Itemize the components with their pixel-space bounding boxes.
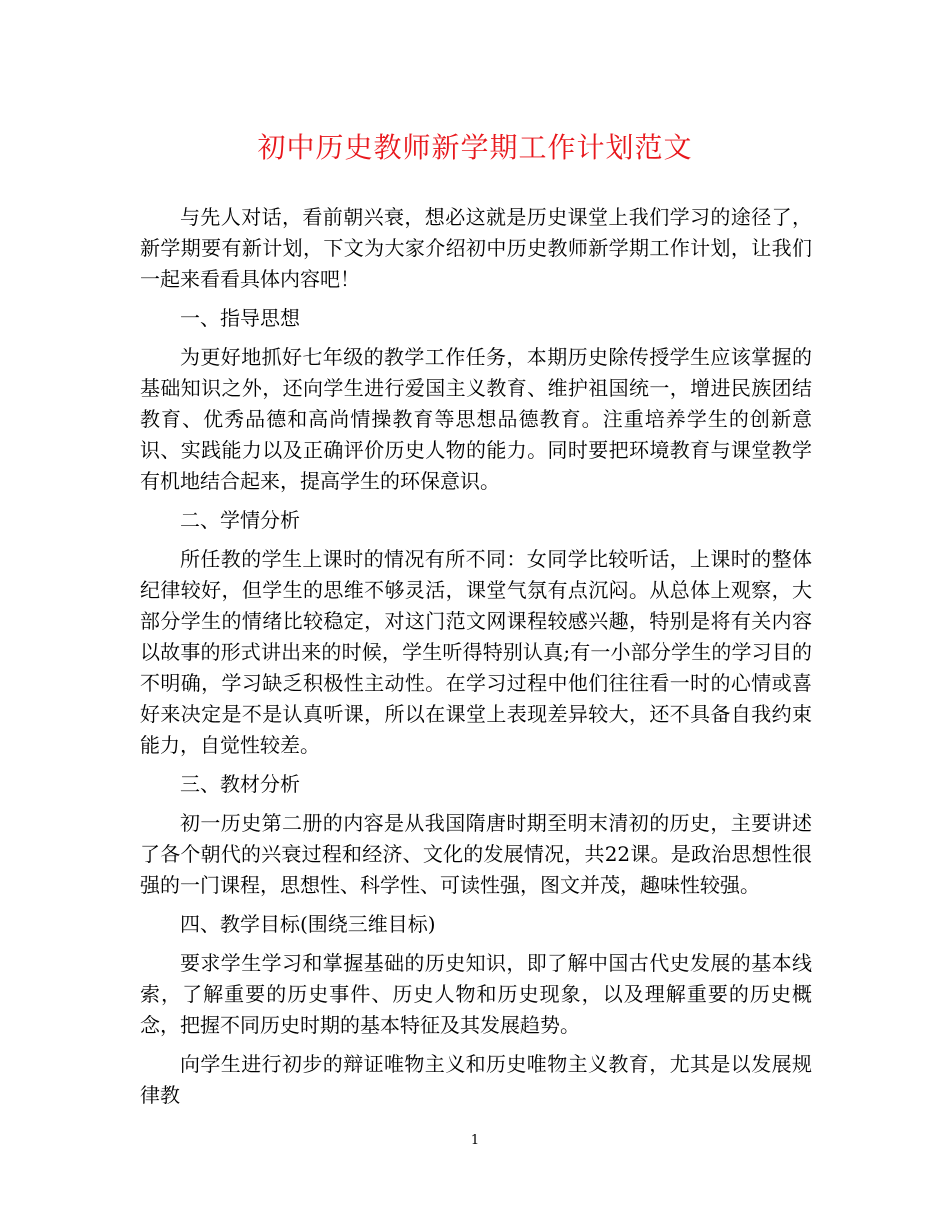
section-heading: 四、教学目标(围绕三维目标) <box>180 912 436 936</box>
paragraph: 要求学生学习和掌握基础的历史知识，即了解中国古代史发展的基本线索，了解重要的历史事件、历史人物和历史现象，以及理解重要的历史概念，把握不同历史时期的基本特征及其发展趋势。 <box>140 951 812 1037</box>
section-heading: 三、教材分析 <box>180 772 300 796</box>
paragraph: 初一历史第二册的内容是从我国隋唐时期至明末清初的历史，主要讲述了各个朝代的兴衰过程和经济、文化的发展情况，共22课。是政治思想性很强的一门课程，思想性、科学性、可读性强，图文并茂，趣味性较强。 <box>140 811 812 897</box>
document-body <box>140 202 812 1119</box>
document-title: 初中历史教师新学期工作计划范文 <box>257 131 693 164</box>
section-heading: 一、指导思想 <box>180 306 300 330</box>
paragraph: 所任教的学生上课时的情况有所不同：女同学比较听话，上课时的整体纪律较好，但学生的思维不够灵活，课堂气氛有点沉闷。从总体上观察，大部分学生的情绪比较稳定，对这门范文网课程较感兴趣，特别是将有关内容以故事的形式讲出来的时候，学生听得特别认真;有一小部分学生的学习目的不明确，学习缺乏积极性主动性。在学习过程中他们往往看一时的心情或喜好来决定是不是认真听课，所以在课堂上表现差异较大，还不具备自我约束能力，自觉性较差。 <box>140 547 812 757</box>
page-number: 1 <box>470 1133 480 1148</box>
paragraph-intro: 与先人对话，看前朝兴衰，想必这就是历史课堂上我们学习的途径了，新学期要有新计划，下文为大家介绍初中历史教师新学期工作计划，让我们一起来看看具体内容吧！ <box>140 205 812 291</box>
paragraph: 向学生进行初步的辩证唯物主义和历史唯物主义教育，尤其是以发展规律教 <box>140 1052 812 1107</box>
section-heading: 二、学情分析 <box>180 508 300 532</box>
paragraph: 为更好地抓好七年级的教学工作任务，本期历史除传授学生应该掌握的基础知识之外，还向学生进行爱国主义教育、维护祖国统一，增进民族团结教育、优秀品德和高尚情操教育等思想品德教育。注重培养学生的创新意识、实践能力以及正确评价历史人物的能力。同时要把环境教育与课堂教学有机地结合起来，提高学生的环保意识。 <box>140 345 812 493</box>
